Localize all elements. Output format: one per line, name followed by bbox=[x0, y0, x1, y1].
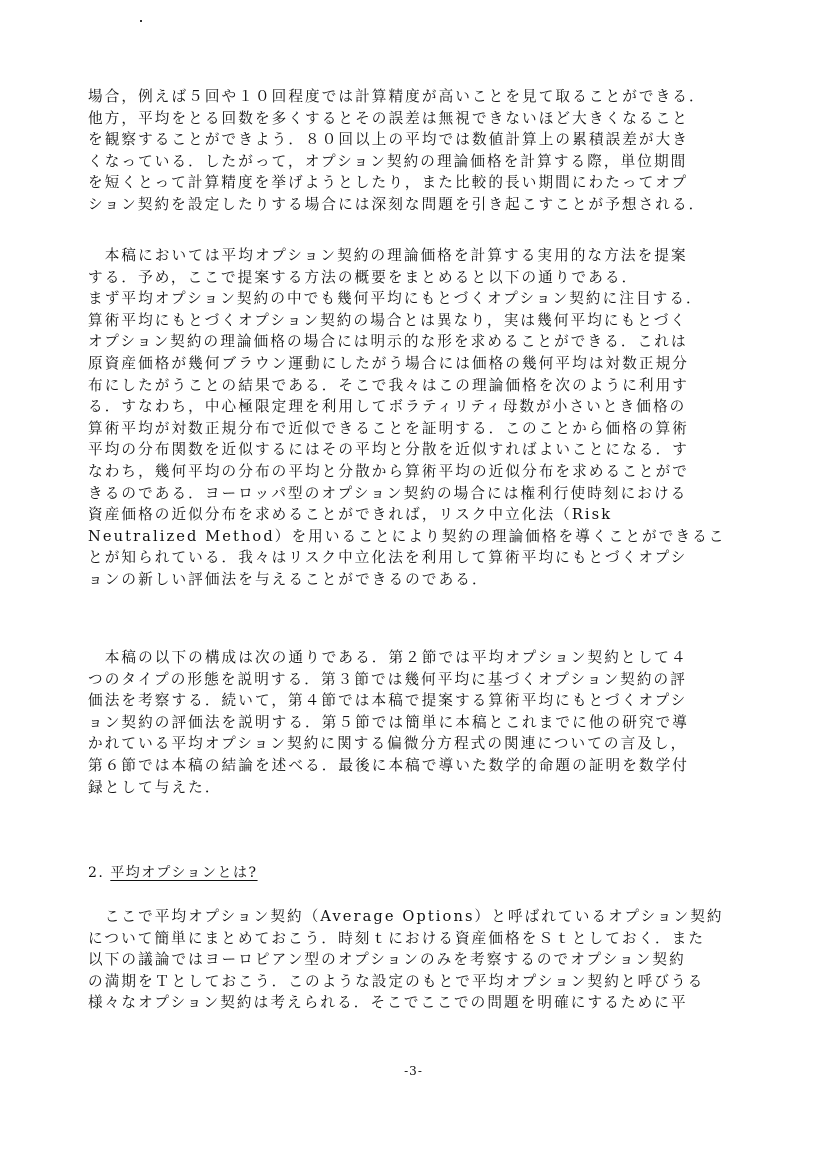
text-line: 本稿の以下の構成は次の通りである．第２節では平均オプション契約として４ bbox=[88, 649, 688, 666]
text-line: とが知られている．我々はリスク中立化法を利用して算術平均にもとづくオプシ bbox=[88, 549, 688, 567]
text-line: について簡単にまとめておこう．時刻ｔにおける資産価格をＳｔとしておく．また bbox=[88, 929, 706, 947]
text-line: 他方，平均をとる回数を多くするとその誤差は無視できないほど大きくなること bbox=[88, 109, 689, 127]
text-line: 場合，例えば５回や１０回程度では計算精度が高いことを見て取ることができる． bbox=[88, 88, 706, 105]
text-line: 様々なオプション契約は考えられる．そこでここでの問題を明確にするために平 bbox=[88, 994, 688, 1012]
section-title: 平均オプションとは? bbox=[110, 865, 258, 881]
scan-speck bbox=[140, 20, 142, 22]
text-line: ここで平均オプション契約（Average Options）と呼ばれているオプション契約 bbox=[88, 908, 724, 925]
text-line: きるのである．ヨーロッパ型のオプション契約の場合には権利行使時刻における bbox=[88, 484, 688, 502]
text-line: を観察することができよう．８０回以上の平均では数値計算上の累積誤差が大き bbox=[88, 131, 689, 149]
page-number: -3- bbox=[404, 1064, 423, 1078]
text-line: 価法を考察する．続いて，第４節では本稿で提案する算術平均にもとづくオプシ bbox=[88, 692, 688, 710]
paragraph-1 bbox=[88, 86, 768, 216]
text-line: 資産価格の近似分布を求めることができれば，リスク中立化法（Risk bbox=[88, 506, 613, 524]
text-line: まず平均オプション契約の中でも幾何平均にもとづくオプション契約に注目する． bbox=[88, 290, 703, 308]
section-number: 2. bbox=[88, 865, 105, 881]
paragraph-3 bbox=[88, 647, 768, 798]
text-line: ション契約を設定したりする場合には深刻な問題を引き起こすことが予想される． bbox=[88, 195, 706, 213]
text-line: くなっている．したがって，オプション契約の理論価格を計算する際，単位期間 bbox=[88, 152, 688, 170]
text-line: る．すなわち，中心極限定理を利用してボラティリティ母数が小さいとき価格の bbox=[88, 398, 687, 416]
text-line: を短くとって計算精度を挙げようとしたり，また比較的長い期間にわたってオプ bbox=[88, 174, 689, 192]
paragraph-2 bbox=[88, 245, 768, 591]
text-line: 算術平均にもとづくオプション契約の場合とは異なり，実は幾何平均にもとづく bbox=[88, 311, 688, 329]
text-line: する．予め，ここで提案する方法の概要をまとめると以下の通りである． bbox=[88, 268, 639, 286]
paragraph-4 bbox=[88, 906, 768, 1014]
text-line: 布にしたがうことの結果である．そこで我々はこの理論価格を次のように利用す bbox=[88, 376, 689, 394]
section-heading bbox=[88, 862, 258, 882]
text-line: 算術平均が対数正規分布で近似できることを証明する．このことから価格の算術 bbox=[88, 419, 689, 437]
text-line: オプション契約の理論価格の場合には明示的な形を求めることができる．これは bbox=[88, 333, 688, 351]
text-line: かれている平均オプション契約に関する偏微分方程式の関連についての言及し， bbox=[88, 735, 688, 753]
text-line: 原資産価格が幾何ブラウン運動にしたがう場合には価格の幾何平均は対数正規分 bbox=[88, 354, 689, 372]
text-line: 本稿においては平均オプション契約の理論価格を計算する実用的な方法を提案 bbox=[88, 247, 688, 264]
text-line: ョンの新しい評価法を与えることができるのである． bbox=[88, 570, 489, 588]
text-line: 平均の分布関数を近似するにはその平均と分散を近似すればよいことになる．す bbox=[88, 441, 689, 459]
text-line: 以下の議論ではヨーロピアン型のオプションのみを考察するのでオプション契約 bbox=[88, 951, 686, 969]
text-line: なわち，幾何平均の分布の平均と分散から算術平均の近似分布を求めることがで bbox=[88, 462, 689, 480]
text-line: つのタイプの形態を説明する．第３節では幾何平均に基づくオプション契約の評 bbox=[88, 670, 687, 688]
text-line: の満期をＴとしておこう．このような設定のもとで平均オプション契約と呼びうる bbox=[88, 972, 705, 990]
text-line: ョン契約の評価法を説明する．第５節では簡単に本稿とこれまでに他の研究で導 bbox=[88, 713, 689, 731]
text-line: Neutralized Method）を用いることにより契約の理論価格を導くことができるこ bbox=[88, 527, 726, 545]
text-line: 録として与えた． bbox=[88, 778, 222, 796]
text-line: 第６節では本稿の結論を述べる．最後に本稿で導いた数学的命題の証明を数学付 bbox=[88, 756, 689, 774]
